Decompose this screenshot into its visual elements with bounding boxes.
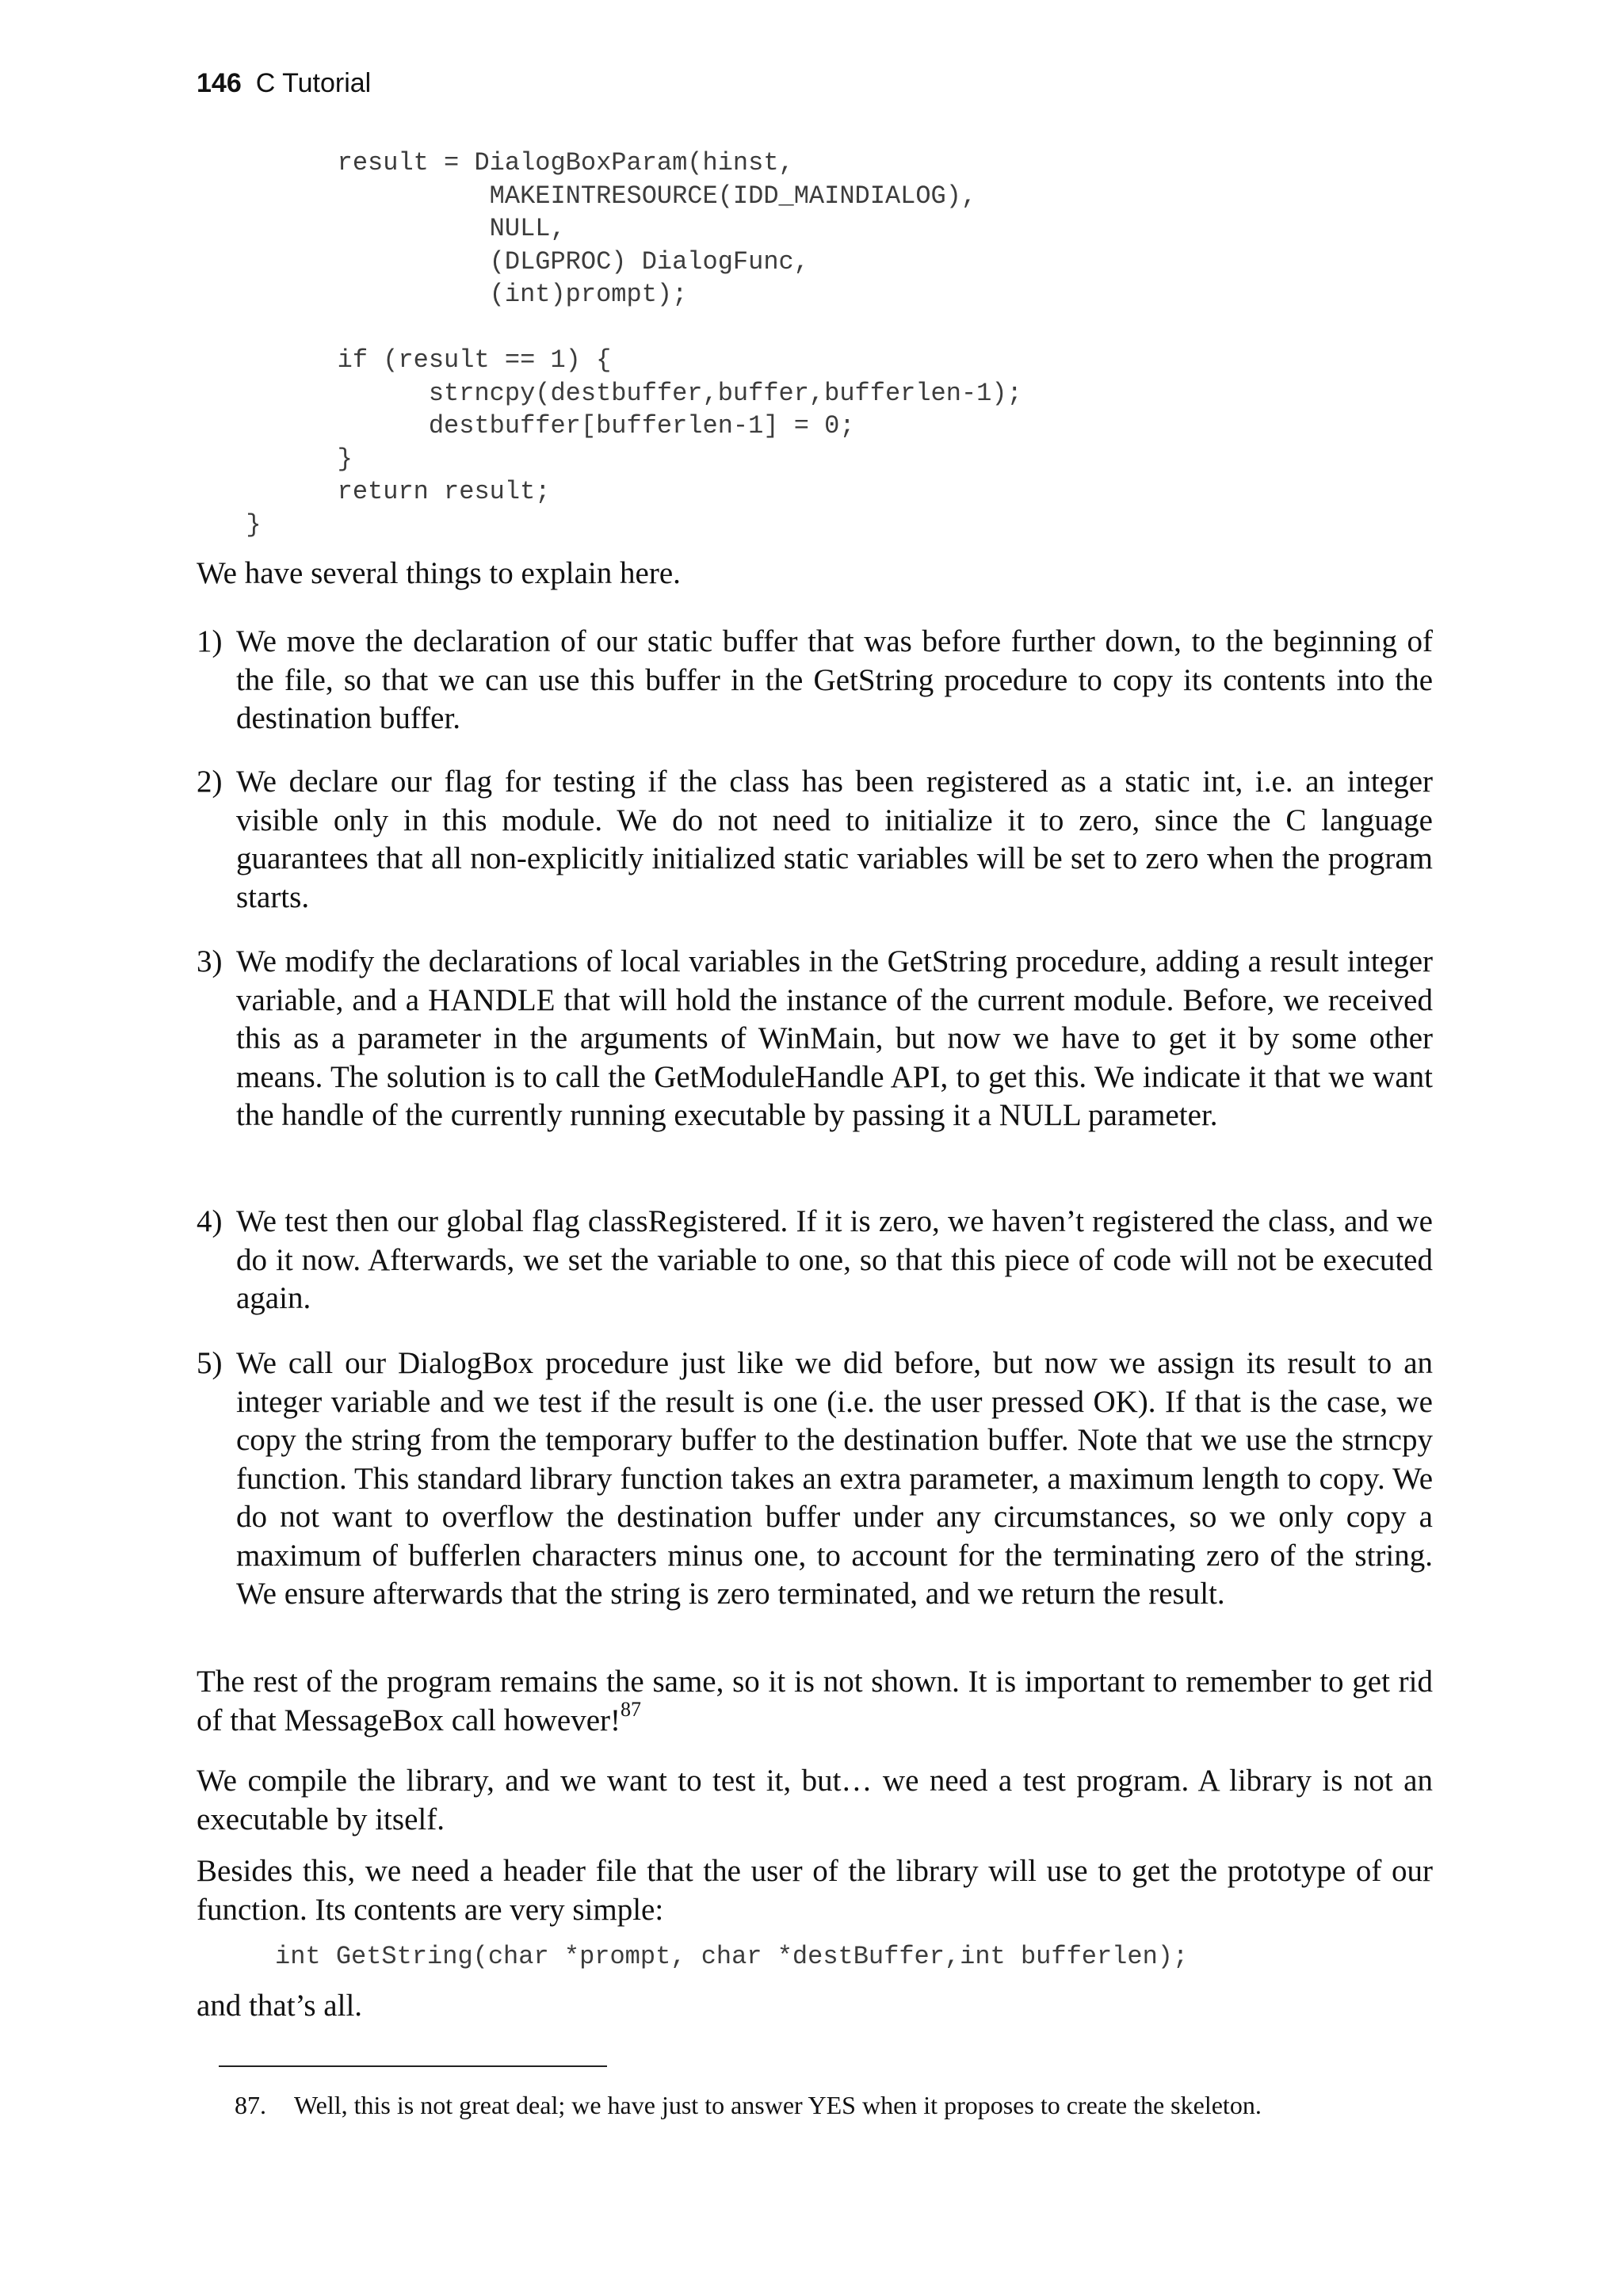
- paragraph-rest-of-program: [197, 1663, 1433, 1740]
- intro-paragraph: [197, 555, 1433, 593]
- list-item-text: We modify the declarations of local variables in the GetString procedure, adding a result integer variable, and a HANDLE that will hold the instance of the current module. Before, we received this as a parameter in the arguments of WinMain, but now we have to get it by some other means. The solution is to call the GetModuleHandle API, to get this. We indicate it that we want the handle of the currently running executable by passing it a NULL parameter.: [236, 944, 1433, 1132]
- footnote: [235, 2091, 1262, 2120]
- paragraph-end: [197, 1987, 1433, 2026]
- running-header: [197, 68, 371, 99]
- list-item-number: 5): [197, 1346, 223, 1380]
- paragraph-end-text: and that’s all.: [197, 1989, 363, 2023]
- list-item-text: We call our DialogBox procedure just like we did before, but now we assign its result to an integer variable and we test if the result is one (i.e. the user pressed OK). If that is the case, we copy the string from the temporary buffer to the destination buffer. Note that we use the strncpy function. This standard library function takes an extra parameter, a maximum length to copy. We do not want to overflow the destination buffer under any circumstances, so we only copy a maximum of bufferlen characters minus one, to account for the terminating zero of the string. We ensure afterwards that the string is zero terminated, and we return the result.: [236, 1346, 1433, 1611]
- intro-text: We have several things to explain here.: [197, 556, 681, 590]
- list-item-text: We test then our global flag classRegistered. If it is zero, we haven’t registered the class, and we do it now. Afterwards, we set the variable to one, so that this piece of code will not be executed again.: [236, 1204, 1433, 1315]
- footnote-divider: [219, 2065, 607, 2067]
- list-item-2: [197, 763, 1433, 917]
- list-item-text: We declare our flag for testing if the class has been registered as a static int, i.e. an integer visible only in this module. We do not need to initialize it to zero, since the C language guarantees that all non-explicitly initialized static variables will be set to zero when the program starts.: [236, 765, 1433, 914]
- footnote-reference: 87: [621, 1697, 641, 1721]
- list-item-number: 4): [197, 1204, 223, 1238]
- footnote-number: 87.: [235, 2091, 266, 2119]
- paragraph-compile-text: We compile the library, and we want to test it, but… we need a test program. A library is not an executable by itself.: [197, 1764, 1433, 1836]
- footnote-text: Well, this is not great deal; we have just to answer YES when it proposes to create the skeleton.: [294, 2091, 1262, 2119]
- page-number: 146: [197, 68, 242, 98]
- list-item-1: [197, 623, 1433, 738]
- paragraph-compile: [197, 1762, 1433, 1839]
- list-item-number: 3): [197, 944, 223, 978]
- list-item-5: [197, 1344, 1433, 1614]
- code-prototype: int GetString(char *prompt, char *destBuffer,int bufferlen);: [275, 1942, 1189, 1971]
- running-title: C Tutorial: [255, 68, 372, 98]
- list-item-text: We move the declaration of our static buffer that was before further down, to the beginning of the file, so that we can use this buffer in the GetString procedure to copy its contents into the destination buffer.: [236, 624, 1433, 735]
- list-item-number: 1): [197, 624, 223, 658]
- paragraph-header-file: [197, 1852, 1433, 1929]
- code-block-dialog-result: result = DialogBoxParam(hinst, MAKEINTRESOURCE(IDD_MAINDIALOG), NULL, (DLGPROC) DialogFunc, (int)prompt); if (result == 1) { strncpy(destbuffer,buffer,bufferlen-1); destbuffer[bufferlen-1] = 0; } return result; }: [246, 148, 1022, 540]
- list-item-3: [197, 943, 1433, 1135]
- paragraph-header-text: Besides this, we need a header file that the user of the library will use to get the prototype of our function. Its contents are very simple:: [197, 1854, 1433, 1927]
- list-item-number: 2): [197, 765, 223, 799]
- paragraph-rest-text: The rest of the program remains the same, so it is not shown. It is important to remember to get rid of that MessageBox call however!: [197, 1665, 1433, 1737]
- list-item-4: [197, 1203, 1433, 1318]
